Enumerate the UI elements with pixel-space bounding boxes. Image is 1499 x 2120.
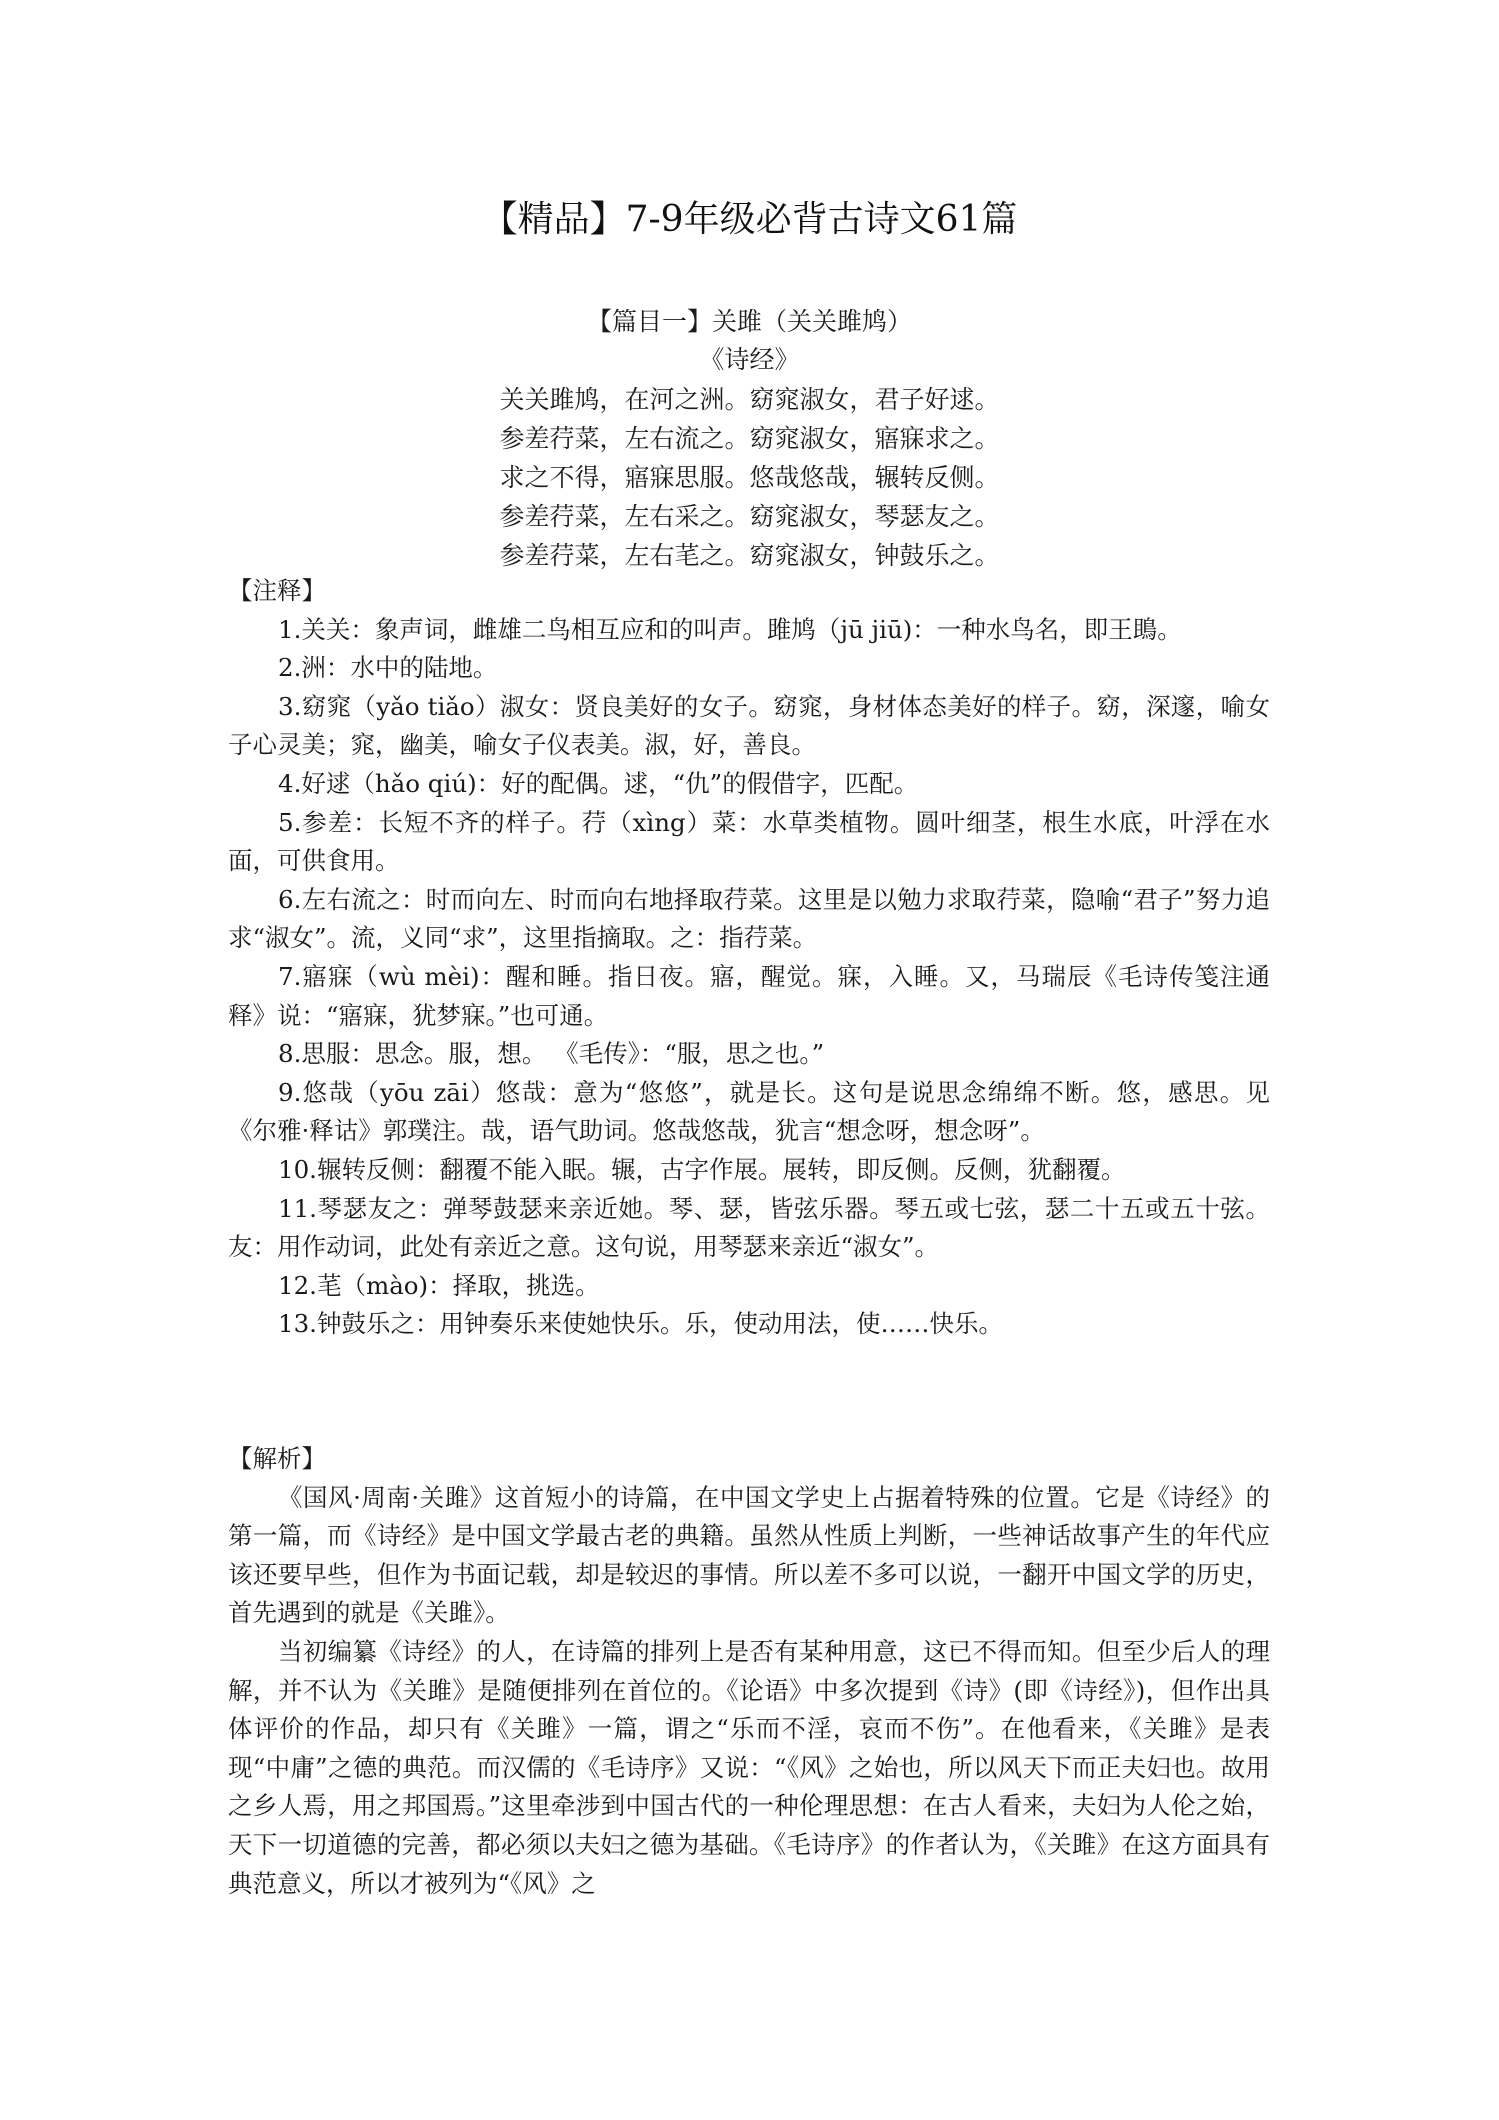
note-item: 11.琴瑟友之：弹琴鼓瑟来亲近她。琴、瑟，皆弦乐器。琴五或七弦，瑟二十五或五十弦。友：用作动词，此处有亲近之意。这句说，用琴瑟来亲近“淑女”。 (228, 1193, 1270, 1262)
poem-source: 《诗经》 (699, 345, 800, 374)
poem-body (0, 380, 1499, 575)
note-item: 2.洲：水中的陆地。 (278, 653, 498, 683)
note-item: 10.辗转反侧：翻覆不能入眠。辗，古字作展。展转，即反侧。反侧，犹翻覆。 (278, 1154, 1126, 1184)
notes-section (228, 572, 1270, 1344)
note-item: 5.参差：长短不齐的样子。荇（xìng）菜：水草类植物。圆叶细茎，根生水底，叶浮在水面，可供食用。 (228, 807, 1270, 876)
analysis-heading: 【解析】 (228, 1444, 326, 1473)
poem-line: 参差荇菜，左右采之。窈窕淑女，琴瑟友之。 (499, 502, 1000, 531)
poem-line: 参差荇菜，左右芼之。窈窕淑女，钟鼓乐之。 (499, 541, 1000, 570)
note-item: 6.左右流之：时而向左、时而向右地择取荇菜。这里是以勉力求取荇菜，隐喻“君子”努力追求“淑女”。流，义同“求”，这里指摘取。之：指荇菜。 (228, 884, 1270, 953)
note-item: 3.窈窕（yǎo tiǎo）淑女：贤良美好的女子。窈窕，身材体态美好的样子。窈，深邃，喻女子心灵美；窕，幽美，喻女子仪表美。淑，好，善良。 (228, 691, 1270, 760)
note-item: 13.钟鼓乐之：用钟奏乐来使她快乐。乐，使动用法，使……快乐。 (278, 1309, 1003, 1339)
note-item: 12.芼（mào)：择取，挑选。 (278, 1270, 600, 1300)
document-title: 【精品】7-9年级必背古诗文61篇 (481, 199, 1018, 240)
note-item: 7.寤寐（wù mèi)：醒和睡。指日夜。寤，醒觉。寐，入睡。又，马瑞辰《毛诗传笺注通释》说：“寤寐，犹梦寐。”也可通。 (228, 961, 1270, 1030)
notes-heading: 【注释】 (228, 576, 326, 605)
analysis-paragraph: 《国风·周南·关雎》这首短小的诗篇，在中国文学史上占据着特殊的位置。它是《诗经》的第一篇，而《诗经》是中国文学最古老的典籍。虽然从性质上判断，一些神话故事产生的年代应该还要早些，但作为书面记载，却是较迟的事情。所以差不多可以说，一翻开中国文学的历史，首先遇到的就是《关雎》。 (228, 1482, 1270, 1628)
analysis-section (228, 1440, 1270, 1903)
note-item: 8.思服：思念。服，想。 《毛传》：“服，思之也。” (278, 1039, 825, 1069)
analysis-paragraph: 当初编纂《诗经》的人，在诗篇的排列上是否有某种用意，这已不得而知。但至少后人的理解，并不认为《关雎》是随便排列在首位的。《论语》中多次提到《诗》(即《诗经》)，但作出具体评价的作品，却只有《关雎》一篇，谓之“乐而不淫，哀而不伤”。在他看来，《关雎》是表现“中庸”之德的典范。而汉儒的《毛诗序》又说：“《风》之始也，所以风天下而正夫妇也。故用之乡人焉，用之邦国焉。”这里牵涉到中国古代的一种伦理思想：在古人看来，夫妇为人伦之始，天下一切道德的完善，都必须以夫妇之德为基础。《毛诗序》的作者认为，《关雎》在这方面具有典范意义，所以才被列为“《风》之 (228, 1636, 1270, 1898)
note-item: 9.悠哉（yōu zāi）悠哉：意为“悠悠”，就是长。这句是说思念绵绵不断。悠，感思。见《尔雅·释诂》郭璞注。哉，语气助词。悠哉悠哉，犹言“想念呀，想念呀”。 (228, 1077, 1270, 1146)
poem-line: 参差荇菜，左右流之。窈窕淑女，寤寐求之。 (499, 424, 1000, 453)
poem-line: 关关雎鸠，在河之洲。窈窕淑女，君子好逑。 (499, 385, 1000, 414)
note-item: 1.关关：象声词，雌雄二鸟相互应和的叫声。雎鸠（jū jiū)：一种水鸟名，即王鴡。 (278, 614, 1182, 644)
poem-line: 求之不得，寤寐思服。悠哉悠哉，辗转反侧。 (499, 463, 1000, 492)
section-title: 【篇目一】关雎（关关雎鸠） (586, 307, 912, 336)
note-item: 4.好逑（hǎo qiú)：好的配偶。逑，“仇”的假借字，匹配。 (278, 768, 919, 798)
